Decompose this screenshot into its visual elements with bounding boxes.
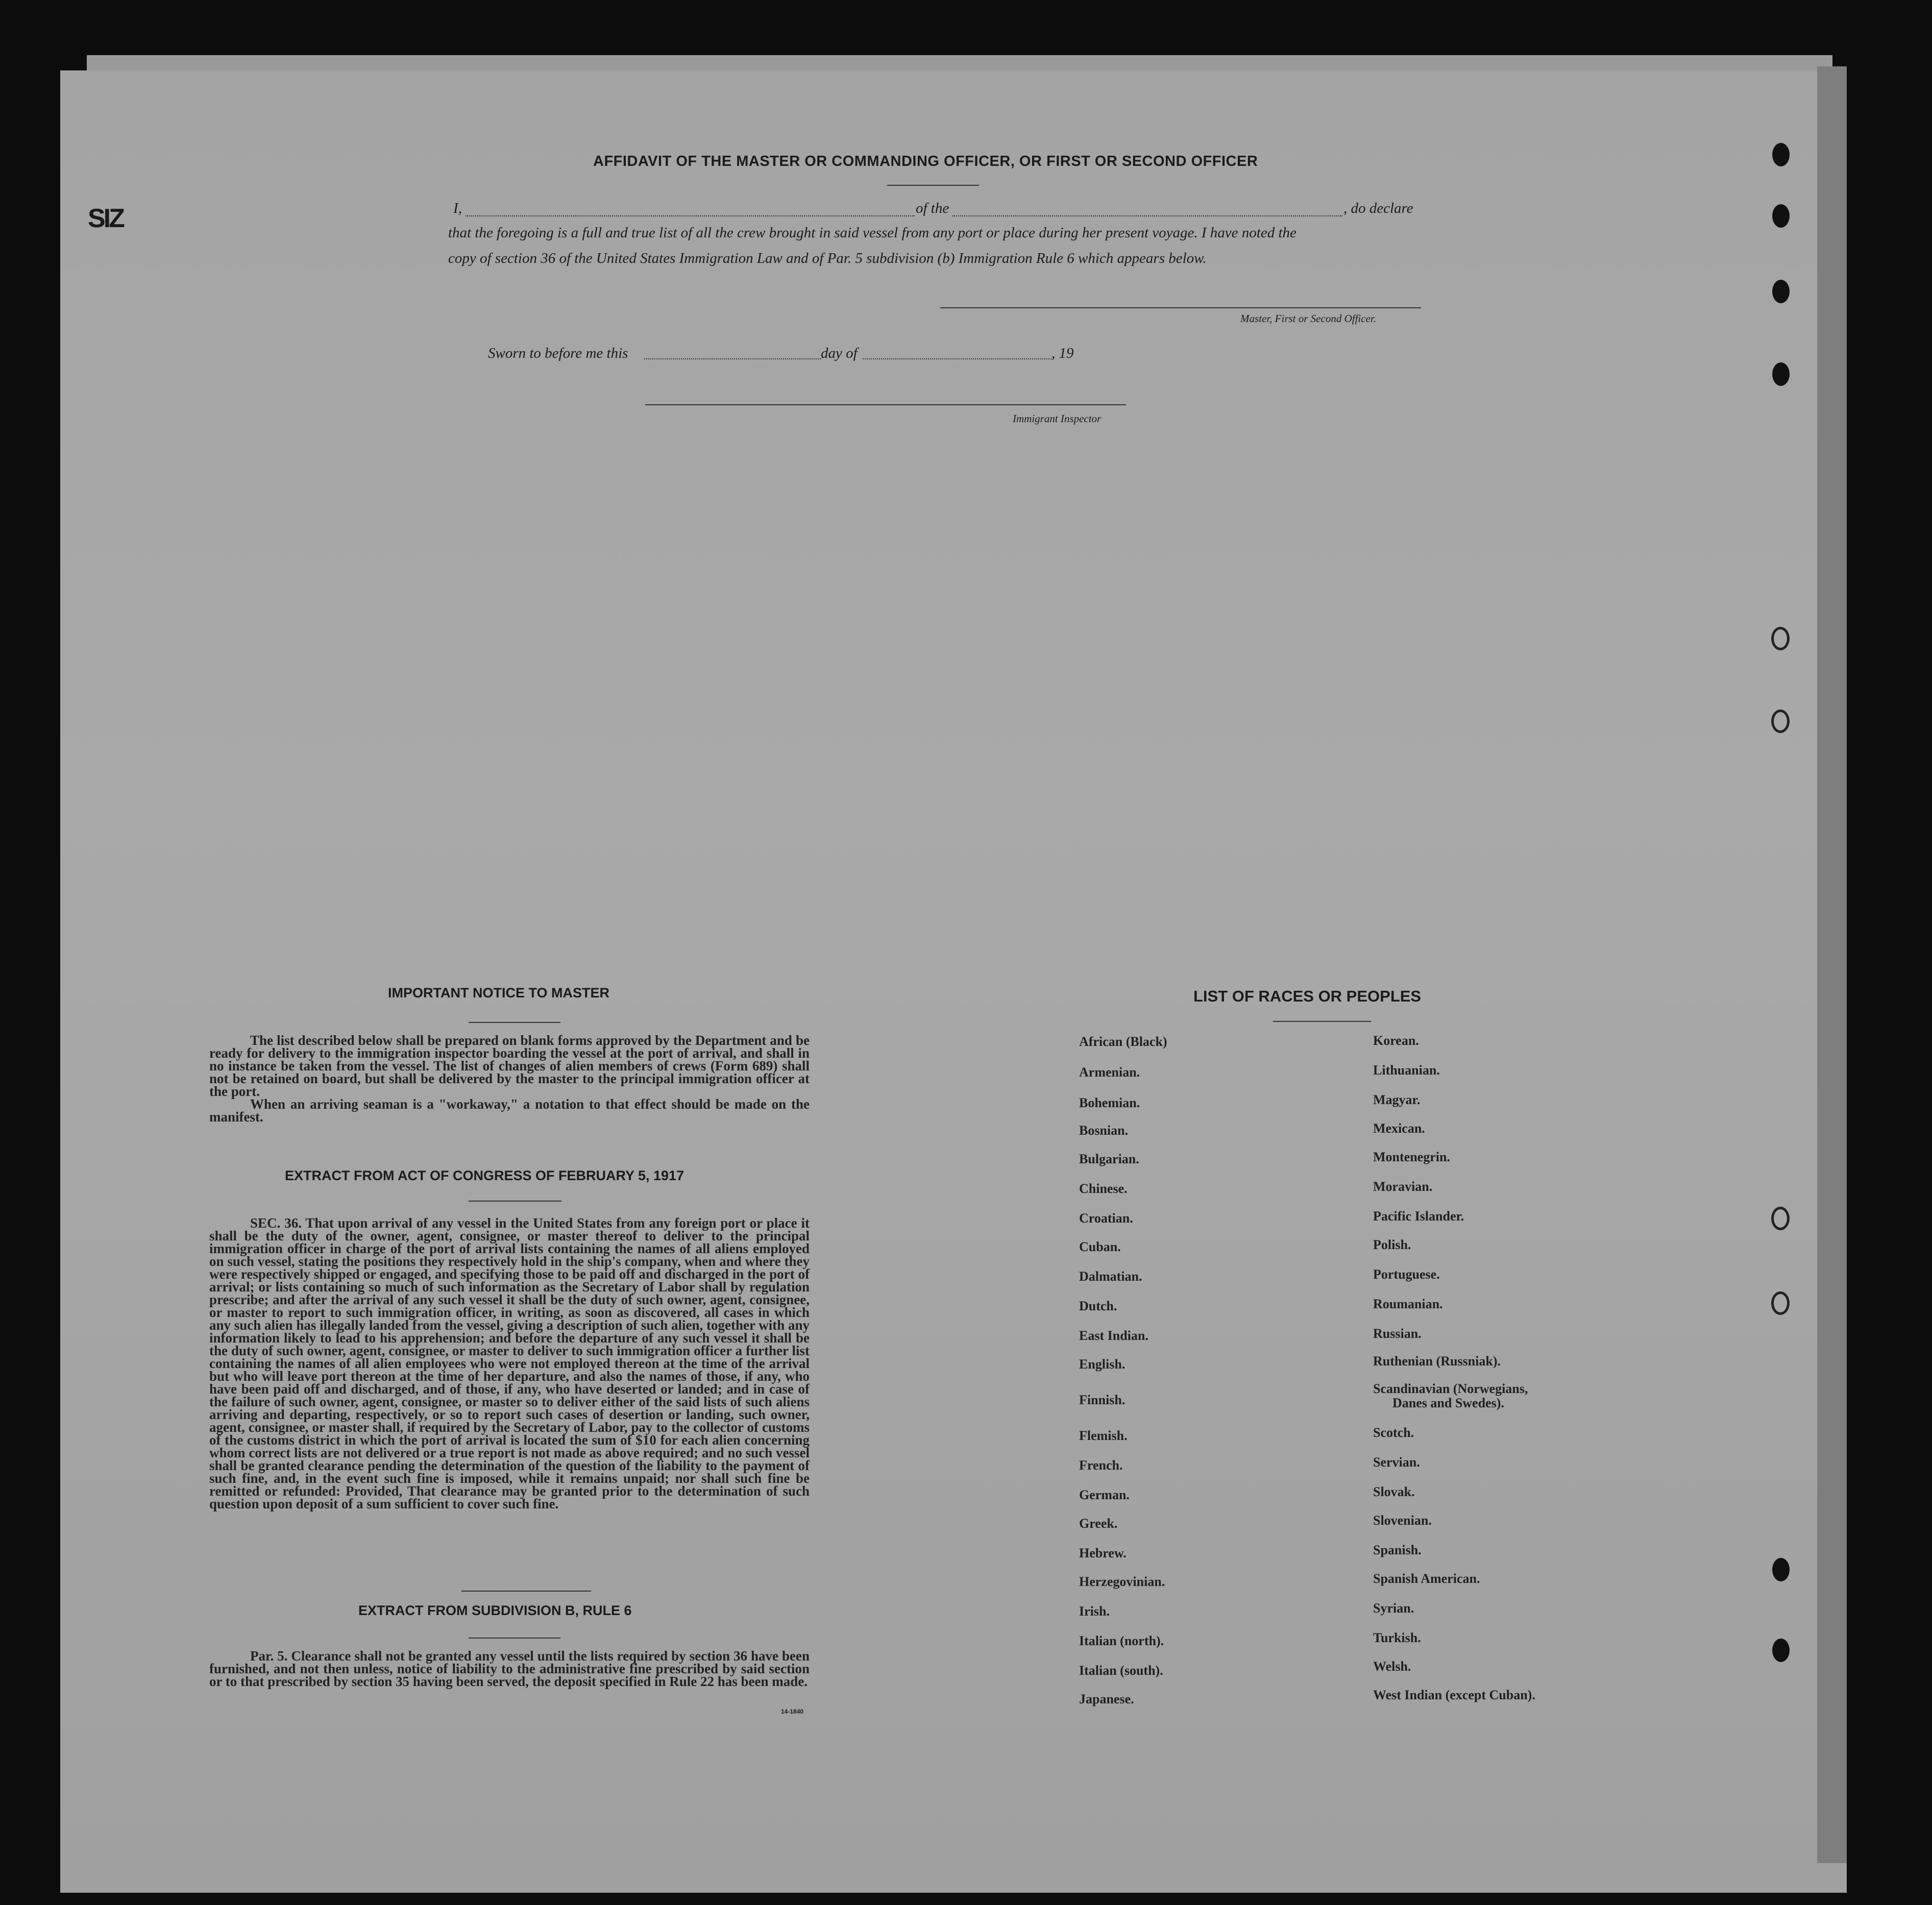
- races-title: LIST OF RACES OR PEOPLES: [1193, 987, 1422, 1005]
- sworn-year: , 19: [1051, 345, 1074, 361]
- affidavit-declare: , do declare: [1343, 200, 1413, 216]
- race-item: Turkish.: [1373, 1630, 1421, 1645]
- title-rule: [887, 185, 979, 186]
- punch-hole-ring: [1771, 1291, 1790, 1315]
- affidavit-of-the: of the: [916, 200, 949, 216]
- extract-act-body: SEC. 36. That upon arrival of any vessel in the United States from any foreign port or place it shall be the duty of the owner, agent, consignee, or master thereof to deliver to the principal immigration officer in charge of the port of arrival lists containing the names of all aliens employed on such vessel, stating the positions they respectively hold in the ship's company, when and where they were respectively shipped or engaged, and specifying those to be paid off and discharged in the port of arrival; or lists containing so much of such information as the Secretary of Labor shall by regulation prescribe; and after the arrival of any such vessel it shall be the duty of such owner, agent, consignee, or master to report to such immigration officer, in writing, as soon as discovered, all cases in which any such alien has illegally landed from the vessel, giving a description of such alien, together with any information likely to lead to his apprehension; and before the departure of any such vessel it shall be the duty of such owner, agent, consignee, or master to deliver to such immigration officer a further list containing the names of all alien employees who were not employed thereon at the time of the arrival but who will leave port thereon at the time of her departure, and also the names of those, if any, who have been paid off and discharged, and of those, if any, who have deserted or landed; and in case of the failure of such owner, agent, consignee, or master so to deliver either of the said lists of such aliens arriving and departing, respectively, or so to report such cases of desertion or landing, such owner, agent, consignee, or master shall, if required by the Secretary of Labor, pay to the collector of customs of the customs district in which the port of arrival is located the sum of $10 for each alien concerning whom correct lists are not delivered or a true report is not made as above required; and no such vessel shall be granted clearance pending the determination of the question of the liability to the payment of such fine, and, in the event such fine is imposed, while it remains unpaid; nor shall such fine be remitted or refunded: Provided, That clearance may be granted prior to the determination of such question upon deposit of a sum sufficient to cover such fine.: [209, 1215, 810, 1511]
- extract-rule-title: EXTRACT FROM SUBDIVISION B, RULE 6: [358, 1603, 632, 1618]
- punch-hole-ring: [1771, 710, 1790, 733]
- race-item: Danes and Swedes).: [1392, 1396, 1504, 1410]
- race-item: Dalmatian.: [1079, 1269, 1142, 1284]
- race-item: Herzegovinian.: [1079, 1574, 1165, 1589]
- signature-caption: Master, First or Second Officer.: [1240, 312, 1376, 325]
- punch-hole: [1772, 1558, 1790, 1581]
- form-number: 14-1840: [781, 1708, 804, 1715]
- race-item: German.: [1079, 1487, 1130, 1502]
- affidavit-line2: that the foregoing is a full and true list of all the crew brought in said vessel from any port or place during her present voyage. I have noted the: [448, 225, 1297, 241]
- race-item: Scotch.: [1373, 1425, 1414, 1440]
- races-rule: [1273, 1021, 1371, 1022]
- affidavit-i: I,: [453, 200, 462, 216]
- page-back-edge: [87, 55, 1832, 70]
- race-item: Bohemian.: [1079, 1095, 1140, 1110]
- race-item: Irish.: [1079, 1604, 1110, 1619]
- race-item: Chinese.: [1079, 1181, 1128, 1196]
- race-item: Slovak.: [1373, 1484, 1415, 1499]
- punch-hole: [1772, 143, 1790, 166]
- sworn-day-of: day of: [821, 345, 858, 361]
- race-item: West Indian (except Cuban).: [1373, 1688, 1535, 1702]
- race-item: Scandinavian (Norwegians,: [1373, 1381, 1528, 1396]
- affidavit-line3: copy of section 36 of the United States Immigration Law and of Par. 5 subdivision (b) Immigration Rule 6 which appears below.: [448, 250, 1207, 266]
- vessel-blank[interactable]: [952, 215, 1342, 216]
- punch-hole-ring: [1771, 627, 1790, 650]
- page-right-edge: [1817, 66, 1847, 1863]
- race-item: Polish.: [1373, 1237, 1411, 1252]
- race-item: Italian (south).: [1079, 1663, 1163, 1678]
- race-item: Servian.: [1373, 1455, 1420, 1470]
- race-item: Pacific Islander.: [1373, 1209, 1464, 1224]
- extract-rule-rule: [469, 1638, 560, 1639]
- race-item: Dutch.: [1079, 1299, 1117, 1313]
- race-item: Croatian.: [1079, 1211, 1133, 1226]
- race-item: Roumanian.: [1373, 1297, 1443, 1311]
- race-item: Montenegrin.: [1373, 1150, 1450, 1164]
- punch-hole: [1772, 362, 1790, 386]
- race-item: Armenian.: [1079, 1065, 1140, 1080]
- signature-line[interactable]: [940, 307, 1421, 308]
- race-item: Spanish American.: [1373, 1571, 1480, 1586]
- margin-mark: SIZ: [88, 204, 123, 233]
- notice-rule: [469, 1022, 560, 1023]
- race-item: Moravian.: [1373, 1179, 1433, 1194]
- race-item: African (Black): [1079, 1034, 1167, 1049]
- affidavit-title: AFFIDAVIT OF THE MASTER OR COMMANDING OFFICER, OR FIRST OR SECOND OFFICER: [593, 153, 1258, 169]
- punch-hole: [1772, 1639, 1790, 1662]
- extract-divider: [461, 1591, 591, 1592]
- race-item: Spanish.: [1373, 1543, 1422, 1557]
- notice-title: IMPORTANT NOTICE TO MASTER: [388, 985, 609, 1000]
- race-item: English.: [1079, 1357, 1126, 1372]
- name-blank[interactable]: [466, 215, 915, 216]
- race-item: Italian (north).: [1079, 1633, 1164, 1648]
- race-item: Welsh.: [1373, 1659, 1411, 1674]
- race-item: French.: [1079, 1458, 1123, 1473]
- inspector-line[interactable]: [645, 404, 1126, 405]
- race-item: Hebrew.: [1079, 1546, 1127, 1560]
- form-page: [60, 70, 1847, 1893]
- extract-act-rule: [469, 1201, 561, 1202]
- extract-act-title: EXTRACT FROM ACT OF CONGRESS OF FEBRUARY 5, 1917: [285, 1168, 684, 1183]
- race-item: Japanese.: [1079, 1692, 1134, 1706]
- sworn-month-blank[interactable]: [863, 358, 1051, 359]
- race-item: Cuban.: [1079, 1239, 1121, 1254]
- punch-hole-ring: [1771, 1207, 1790, 1230]
- race-item: Russian.: [1373, 1326, 1422, 1341]
- race-item: Ruthenian (Russniak).: [1373, 1354, 1501, 1369]
- race-item: Bulgarian.: [1079, 1152, 1139, 1166]
- notice-para-2: When an arriving seaman is a "workaway," a notation to that effect should be made on the manifest.: [209, 1096, 810, 1125]
- race-item: Slovenian.: [1373, 1513, 1432, 1528]
- punch-hole: [1772, 204, 1790, 228]
- race-item: Magyar.: [1373, 1092, 1421, 1107]
- race-item: Korean.: [1373, 1033, 1419, 1048]
- extract-rule-body: Par. 5. Clearance shall not be granted any vessel until the lists required by section 36 have been furnished, and not then unless, notice of liability to the administrative fine prescribed by said section or to that prescribed by section 35 having been served, the deposit specified in Rule 22 has been made.: [209, 1648, 810, 1689]
- sworn-text: Sworn to before me this: [488, 345, 628, 361]
- sworn-day-blank[interactable]: [644, 358, 821, 359]
- race-item: Flemish.: [1079, 1428, 1128, 1443]
- race-item: Syrian.: [1373, 1601, 1414, 1616]
- race-item: Finnish.: [1079, 1393, 1126, 1407]
- notice-body: [209, 1034, 810, 1124]
- punch-hole: [1772, 280, 1790, 303]
- race-item: Mexican.: [1373, 1121, 1425, 1136]
- inspector-caption: Immigrant Inspector: [1013, 412, 1102, 425]
- notice-para-1: The list described below shall be prepared on blank forms approved by the Department and be ready for delivery to the immigration inspector boarding the vessel at the port of arrival, and shall in no instance be taken from the vessel. The list of changes of alien members of crews (Form 689) shall not be retained on board, but shall be delivered by the master to the principal immigration officer at the port.: [209, 1033, 810, 1099]
- race-item: Bosnian.: [1079, 1123, 1129, 1138]
- race-item: Portuguese.: [1373, 1267, 1440, 1282]
- race-item: East Indian.: [1079, 1328, 1148, 1343]
- race-item: Lithuanian.: [1373, 1063, 1440, 1078]
- race-item: Greek.: [1079, 1516, 1118, 1531]
